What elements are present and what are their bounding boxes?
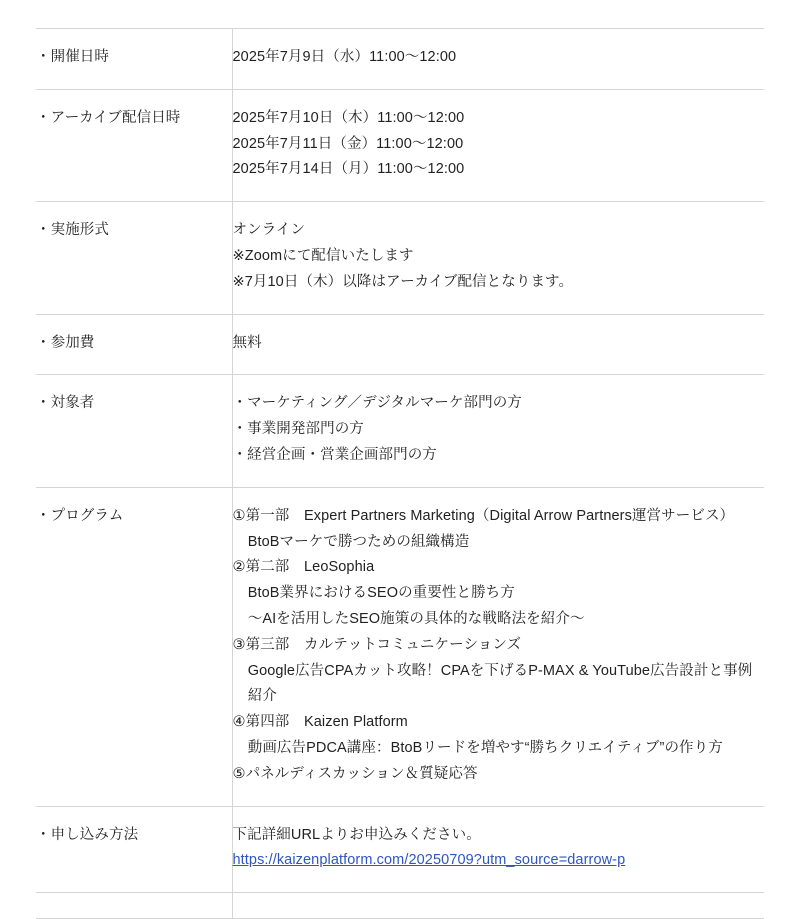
row-label: ・申し込み方法 bbox=[36, 806, 232, 893]
row-label: ・参加費 bbox=[36, 314, 232, 375]
row-value bbox=[232, 806, 764, 893]
value-line: BtoBマーケで勝つための組織構造 bbox=[247, 533, 470, 550]
row-value bbox=[232, 487, 764, 806]
value-line: ②第二部 LeoSophia bbox=[232, 559, 375, 576]
value-line: 2025年7月10日（木）11:00〜12:00 bbox=[232, 109, 465, 126]
row-value bbox=[232, 89, 764, 201]
value-line: ※7月10日（木）以降はアーカイブ配信となります。 bbox=[232, 273, 574, 290]
row-value bbox=[232, 375, 764, 487]
value-line: ・マーケティング／デジタルマーケ部門の方 bbox=[232, 395, 522, 412]
value-line: 〜AIを活用したSEO施策の具体的な戦略法を紹介〜 bbox=[247, 610, 585, 627]
row-label: ・アーカイブ配信日時 bbox=[36, 89, 232, 201]
value-line: 2025年7月9日（水）11:00〜12:00 bbox=[232, 49, 457, 65]
registration-link[interactable]: https://kaizenplatform.com/20250709?utm_source=darrow-p bbox=[232, 852, 626, 869]
value-line: 動画広告PDCA講座：BtoBリードを増やす“勝ちクリエイティブ”の作り方 bbox=[247, 739, 723, 756]
value-line: 無料 bbox=[232, 334, 262, 351]
table-row bbox=[36, 487, 764, 806]
value-line: ③第三部 カルテットコミュニケーションズ bbox=[232, 636, 522, 653]
value-line: ・事業開発部門の方 bbox=[232, 421, 364, 438]
row-value bbox=[232, 29, 764, 90]
value-line: Google広告CPAカット攻略！CPAを下げるP-MAX & YouTube広告設計と事例紹介 bbox=[247, 662, 753, 705]
table-column-divider bbox=[232, 893, 233, 919]
table-row bbox=[36, 806, 764, 893]
event-details-table bbox=[36, 28, 764, 893]
value-line: オンライン bbox=[232, 222, 306, 239]
row-label: ・プログラム bbox=[36, 487, 232, 806]
row-label: ・開催日時 bbox=[36, 29, 232, 90]
table-row bbox=[36, 29, 764, 90]
table-row bbox=[36, 314, 764, 375]
row-label: ・実施形式 bbox=[36, 202, 232, 314]
value-line: ④第四部 Kaizen Platform bbox=[232, 714, 408, 731]
table-row bbox=[36, 202, 764, 314]
value-line: 2025年7月11日（金）11:00〜12:00 bbox=[232, 135, 464, 152]
value-line: ⑤パネルディスカッション＆質疑応答 bbox=[232, 765, 478, 782]
row-label: ・対象者 bbox=[36, 375, 232, 487]
value-line: 2025年7月14日（月）11:00〜12:00 bbox=[232, 161, 465, 178]
value-line: ※Zoomにて配信いたします bbox=[232, 247, 414, 264]
table-bottom-extension bbox=[36, 893, 764, 919]
row-value bbox=[232, 202, 764, 314]
value-line: ①第一部 Expert Partners Marketing（Digital Arrow Partners運営サービス） bbox=[232, 507, 735, 524]
table-row bbox=[36, 375, 764, 487]
value-line: ・経営企画・営業企画部門の方 bbox=[232, 446, 437, 463]
row-value bbox=[232, 314, 764, 375]
value-line: BtoB業界におけるSEOの重要性と勝ち方 bbox=[247, 585, 515, 602]
table-row bbox=[36, 89, 764, 201]
event-details-table-body bbox=[36, 29, 764, 893]
value-line: 下記詳細URLよりお申込みください。 bbox=[232, 826, 481, 843]
